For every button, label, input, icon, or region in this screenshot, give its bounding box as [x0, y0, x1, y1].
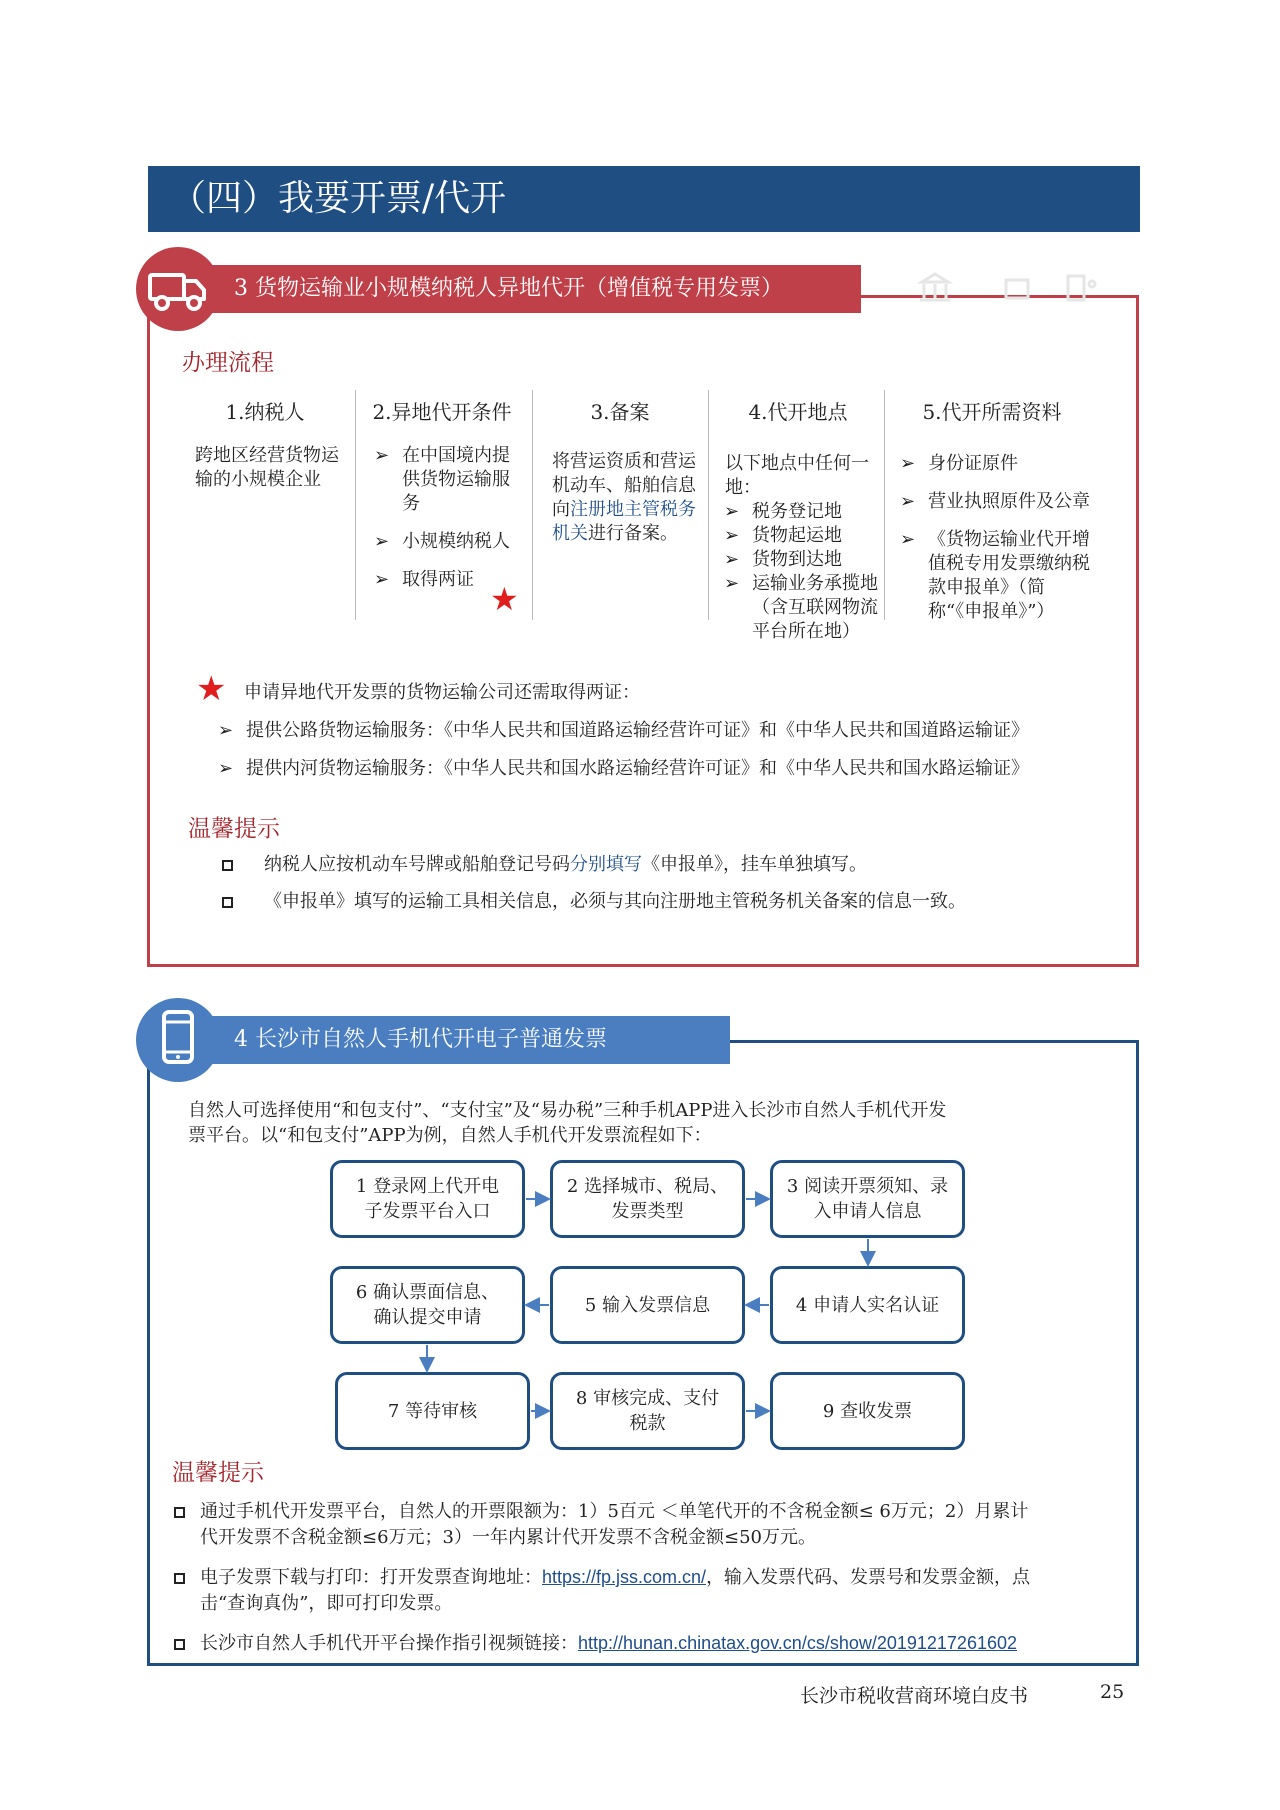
star-note: 申请异地代开发票的货物运输公司还需取得两证： — [244, 682, 640, 703]
page-number: 25 — [1100, 1681, 1125, 1703]
arrow-bullet-icon: ➢ — [218, 720, 234, 741]
flow-step-7: 7 等待审核 — [335, 1372, 530, 1450]
card4-intro-line1: 自然人可选择使用“和包支付”、“支付宝”及“易办税”三种手机APP进入长沙市自然人手机代开发 — [188, 1100, 947, 1121]
column-title-conditions: 2.异地代开条件 — [372, 400, 512, 424]
flow-step-3: 3 阅读开票须知、录入申请人信息 — [770, 1160, 965, 1238]
list-item: ➢ 提供公路货物运输服务：《中华人民共和国道路运输经营许可证》和《中华人民共和国道路运输证》 — [218, 720, 1029, 741]
tip-item: 《申报单》填写的运输工具相关信息，必须与其向注册地主管税务机关备案的信息一致。 — [264, 891, 966, 912]
flow-step-2: 2 选择城市、税局、发票类型 — [550, 1160, 745, 1238]
arrow-bullet-icon: ➢ — [374, 569, 390, 590]
tip-item: 纳税人应按机动车号牌或船舶登记号码分别填写《申报单》，挂车单独填写。 — [264, 854, 867, 875]
arrow-bullet-icon: ➢ — [900, 453, 916, 474]
list-item: ➢ 身份证原件 — [900, 453, 1018, 474]
tip-limit-line2: 代开发票不含税金额≤6万元；3）一年内累计代开发票不含税金额≤50万元。 — [200, 1527, 816, 1548]
list-item: ➢ 取得两证 — [374, 569, 474, 590]
tip-video: 长沙市自然人手机代开平台操作指引视频链接：http://hunan.chinatax.gov.cn/cs/show/20191217261602 — [200, 1633, 1017, 1654]
column-body-filing: 将营运资质和营运机动车、船舶信息向注册地主管税务机关进行备案。 — [552, 451, 696, 544]
card4-intro-line2: 票平台。以“和包支付”APP为例，自然人手机代开发票流程如下： — [188, 1125, 712, 1146]
flow-step-4: 4 申请人实名认证 — [770, 1266, 965, 1344]
column-title-taxpayer: 1.纳税人 — [225, 400, 305, 424]
column-body-taxpayer: 跨地区经营货物运输的小规模企业 — [195, 445, 339, 490]
list-item: ➢ 小规模纳税人 — [374, 531, 510, 552]
card3-title: 3 货物运输业小规模纳税人异地代开（增值税专用发票） — [148, 265, 861, 313]
column-title-location: 4.代开地点 — [748, 400, 848, 424]
tip-download: 电子发票下载与打印：打开发票查询地址：https://fp.jss.com.cn/，输入发票代码、发票号和发票金额，点 — [200, 1567, 1031, 1588]
column-title-materials: 5.代开所需资料 — [922, 400, 1062, 424]
video-guide-link[interactable]: http://hunan.chinatax.gov.cn/cs/show/20191217261602 — [578, 1633, 1017, 1653]
invoice-query-link[interactable]: https://fp.jss.com.cn/ — [542, 1567, 707, 1587]
checkbox-bullet-icon — [174, 1639, 185, 1650]
arrow-bullet-icon: ➢ — [900, 491, 916, 512]
list-item: ➢ 提供内河货物运输服务：《中华人民共和国水路运输经营许可证》和《中华人民共和国水路运输证》 — [218, 758, 1029, 779]
process-heading: 办理流程 — [182, 350, 274, 376]
flow-step-8: 8 审核完成、支付税款 — [550, 1372, 745, 1450]
arrow-bullet-icon: ➢ — [724, 573, 740, 594]
registered-tax-office-highlight: 注册地主管税务机关 — [552, 499, 696, 544]
arrow-bullet-icon: ➢ — [724, 501, 740, 522]
list-item: ➢ 运输业务承揽地（含互联网物流平台所在地） — [724, 573, 878, 642]
fill-separately-highlight: 分别填写 — [570, 854, 642, 875]
column-title-filing: 3.备案 — [590, 400, 650, 424]
tip-limit-line1: 通过手机代开发票平台，自然人的开票限额为：1）5百元 ＜单笔代开的不含税金额≤ 6万元；2）月累计 — [200, 1501, 1029, 1522]
checkbox-bullet-icon — [174, 1573, 185, 1584]
tips-heading: 温馨提示 — [188, 816, 280, 842]
arrow-bullet-icon: ➢ — [374, 531, 390, 552]
flow-step-1: 1 登录网上代开电子发票平台入口 — [330, 1160, 525, 1238]
list-item: ➢ 《货物运输业代开增值税专用发票缴纳税款申报单》（简称“《申报单》”） — [900, 529, 1090, 622]
list-item: ➢ 货物到达地 — [724, 549, 842, 570]
list-item: ➢ 在中国境内提供货物运输服务 — [374, 445, 510, 514]
red-star-icon: ★ — [196, 669, 227, 709]
card4-title: 4 长沙市自然人手机代开电子普通发票 — [148, 1016, 730, 1064]
tip-download-line2: 击“查询真伪”，即可打印发票。 — [200, 1593, 453, 1614]
arrow-bullet-icon: ➢ — [724, 525, 740, 546]
section-title: （四）我要开票/代开 — [148, 166, 1140, 232]
red-star-icon: ★ — [490, 580, 519, 618]
flow-step-9: 9 查收发票 — [770, 1372, 965, 1450]
footer-book-title: 长沙市税收营商环境白皮书 — [800, 1685, 1029, 1707]
arrow-bullet-icon: ➢ — [374, 445, 390, 466]
list-item: ➢ 货物起运地 — [724, 525, 842, 546]
list-item: ➢ 营业执照原件及公章 — [900, 491, 1090, 512]
location-intro: 以下地点中任何一地： — [725, 453, 869, 498]
arrow-bullet-icon: ➢ — [724, 549, 740, 570]
tips-heading: 温馨提示 — [172, 1460, 264, 1486]
list-item: ➢ 税务登记地 — [724, 501, 842, 522]
flow-step-5: 5 输入发票信息 — [550, 1266, 745, 1344]
arrow-bullet-icon: ➢ — [218, 758, 234, 779]
flow-step-6: 6 确认票面信息、确认提交申请 — [330, 1266, 525, 1344]
checkbox-bullet-icon — [174, 1507, 185, 1518]
arrow-bullet-icon: ➢ — [900, 529, 916, 550]
